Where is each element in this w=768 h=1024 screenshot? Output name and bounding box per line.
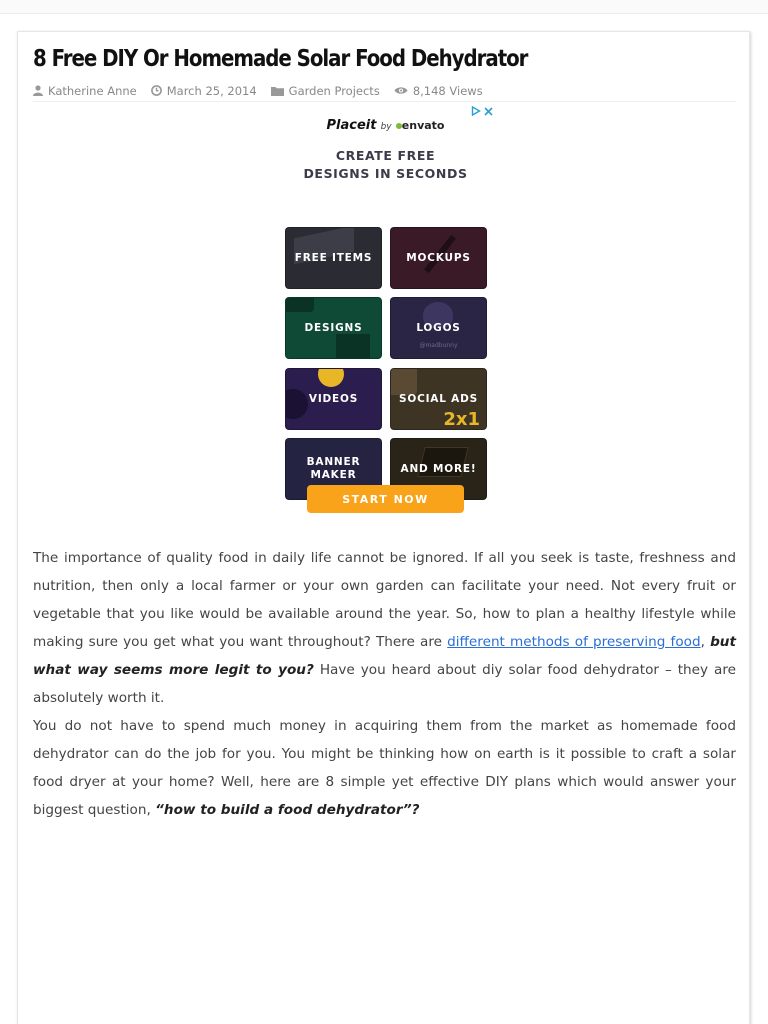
ad-tile-free-items[interactable]: FREE ITEMS [285, 227, 382, 289]
eye-icon [394, 86, 408, 95]
start-now-button[interactable]: START NOW [307, 485, 464, 513]
ad-tile-logos[interactable]: LOGOS @madbunny [390, 297, 487, 359]
article-title: 8 Free DIY Or Homemade Solar Food Dehydrator [33, 46, 528, 72]
meta-views [394, 84, 483, 98]
article-body [33, 544, 736, 824]
meta-category [271, 84, 380, 98]
preserving-food-link[interactable]: different methods of preserving food [447, 634, 701, 650]
paragraph-2: You do not have to spend much money in acquiring them from the market as homemade food dehydrator can do the job for you. You might be thinking how on earth is it possible to craft a solar food dryer at your home? Well, here are 8 simple yet effective DIY plans which would answer your biggest question, “how to build a food dehydrator”? [33, 718, 736, 818]
ad-brand-logo: Placeit by envato [326, 118, 445, 133]
category-link[interactable]: Garden Projects [288, 83, 380, 98]
top-strip [0, 0, 768, 14]
ad-tile-designs[interactable]: DESIGNS [285, 297, 382, 359]
meta-author [33, 84, 137, 98]
clock-icon [151, 85, 162, 96]
paragraph-1: The importance of quality food in daily life cannot be ignored. If all you seek is taste, freshness and nutrition, then only a local farmer or your own garden can facilitate your need. Not every fruit or vegetable that you like would be available around the year. So, how to plan a healthy lifestyle while making sure you get what you want throughout? There are different methods of preserving food, but what way seems more legit to you? Have you heard about diy solar food dehydrator – they are absolutely worth it. [33, 550, 736, 706]
author-link[interactable]: Katherine Anne [48, 83, 137, 98]
ad-tile-social-ads[interactable]: SOCIAL ADS 2x1 [390, 368, 487, 430]
user-icon [33, 85, 43, 96]
ad-tile-banner-maker[interactable]: BANNER MAKER [285, 438, 382, 500]
folder-icon [271, 86, 284, 96]
ad-tile-badge: 2x1 [443, 409, 480, 430]
date-text: March 25, 2014 [166, 83, 257, 98]
ad-tile-and-more[interactable]: AND MORE! [390, 438, 487, 500]
ad-tile-mockups[interactable]: MOCKUPS [390, 227, 487, 289]
meta-date [151, 84, 257, 98]
ad-headline: CREATE FREE DESIGNS IN SECONDS [303, 148, 468, 181]
ad-tile-sub: @madbunny [419, 342, 458, 349]
ad-banner[interactable] [283, 104, 493, 524]
adchoices-icon[interactable] [471, 106, 481, 116]
close-icon[interactable] [484, 107, 493, 116]
ad-controls [471, 106, 493, 116]
views-count: 8,148 Views [412, 83, 483, 98]
ad-tile-videos[interactable]: VIDEOS [285, 368, 382, 430]
article-card [17, 31, 750, 1024]
article-meta [33, 80, 736, 102]
